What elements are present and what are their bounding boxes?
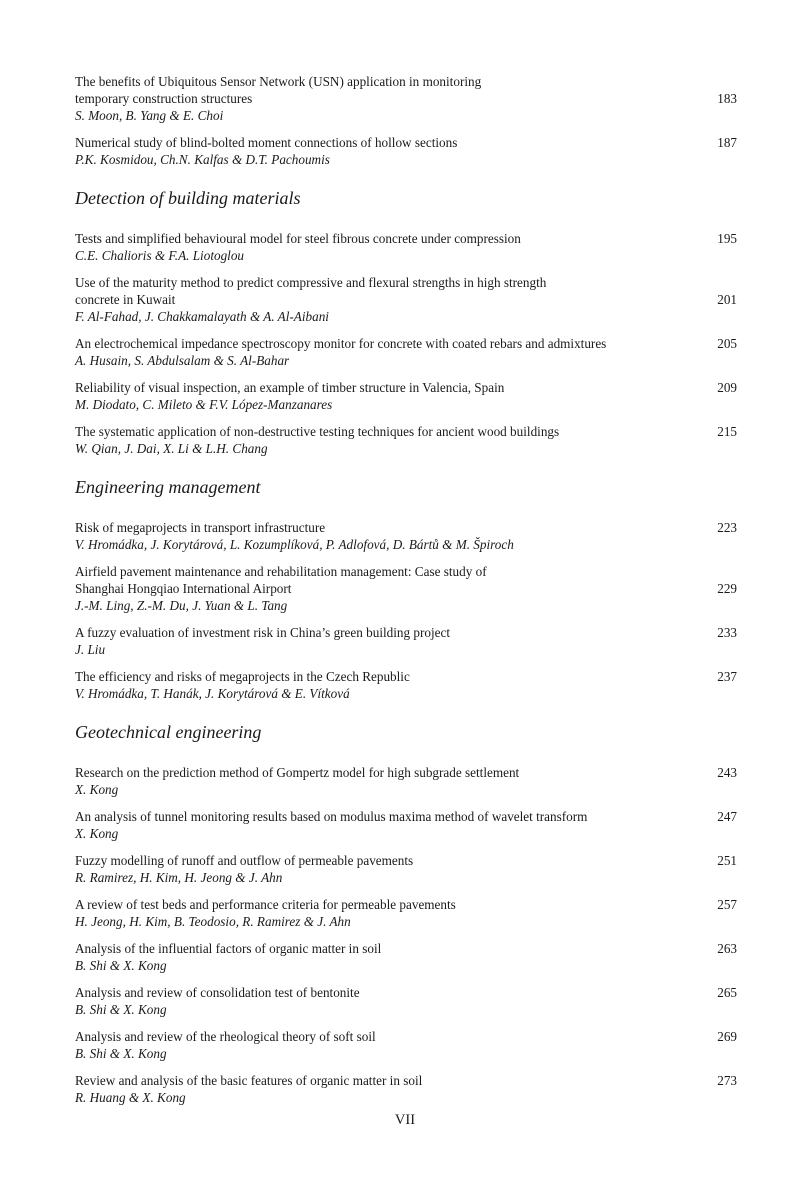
toc-entry[interactable] xyxy=(75,896,737,930)
page-number: 229 xyxy=(717,581,737,596)
page-number: 243 xyxy=(717,765,737,780)
section-heading: Detection of building materials xyxy=(75,188,301,208)
entry-authors: P.K. Kosmidou, Ch.N. Kalfas & D.T. Pachoumis xyxy=(75,152,330,167)
page-number: 187 xyxy=(717,135,737,150)
page-number: 215 xyxy=(717,424,737,439)
toc-entry[interactable] xyxy=(75,852,737,886)
page-number: 183 xyxy=(717,91,737,106)
entry-authors: J.-M. Ling, Z.-M. Du, J. Yuan & L. Tang xyxy=(75,598,288,613)
page-number: 257 xyxy=(717,897,737,912)
section-heading: Engineering management xyxy=(75,477,261,497)
toc-entry[interactable] xyxy=(75,73,737,124)
page-number: 265 xyxy=(717,985,737,1000)
toc-entry[interactable] xyxy=(75,1072,737,1106)
page-number: 205 xyxy=(717,336,737,351)
toc-entry[interactable] xyxy=(75,519,737,553)
entry-title: An electrochemical impedance spectroscopy monitor for concrete with coated rebars and admixtures xyxy=(75,336,607,351)
page-number: 237 xyxy=(717,669,737,684)
entry-title: Analysis of the influential factors of organic matter in soil xyxy=(75,941,382,956)
page-number: 223 xyxy=(717,520,737,535)
page-number: 209 xyxy=(717,380,737,395)
page-number: 263 xyxy=(717,941,737,956)
entry-authors: X. Kong xyxy=(75,782,119,797)
toc-page xyxy=(75,73,737,1116)
entry-title: Review and analysis of the basic features of organic matter in soil xyxy=(75,1073,423,1088)
entry-authors: V. Hromádka, J. Korytárová, L. Kozumplíková, P. Adlofová, D. Bártů & M. Špiroch xyxy=(75,537,514,552)
entry-authors: R. Huang & X. Kong xyxy=(75,1090,186,1105)
entry-title: Analysis and review of the rheological theory of soft soil xyxy=(75,1029,376,1044)
page-number: 233 xyxy=(717,625,737,640)
entry-title: Analysis and review of consolidation test of bentonite xyxy=(75,985,360,1000)
entry-title: temporary construction structures xyxy=(75,91,253,106)
entry-title: Numerical study of blind-bolted moment connections of hollow sections xyxy=(75,135,458,150)
entry-authors: A. Husain, S. Abdulsalam & S. Al-Bahar xyxy=(75,353,290,368)
entry-authors: M. Diodato, C. Mileto & F.V. López-Manzanares xyxy=(75,397,333,412)
entry-title: The benefits of Ubiquitous Sensor Network (USN) application in monitoring xyxy=(75,74,482,89)
entry-authors: B. Shi & X. Kong xyxy=(75,958,167,973)
entry-authors: W. Qian, J. Dai, X. Li & L.H. Chang xyxy=(75,441,268,456)
page-number: 269 xyxy=(717,1029,737,1044)
entry-authors: J. Liu xyxy=(75,642,106,657)
entry-title: Research on the prediction method of Gompertz model for high subgrade settlement xyxy=(75,765,520,780)
page-number: 273 xyxy=(717,1073,737,1088)
toc-entry[interactable] xyxy=(75,624,737,658)
entry-title: The systematic application of non-destructive testing techniques for ancient wood buildings xyxy=(75,424,560,439)
toc-entry[interactable] xyxy=(75,134,737,168)
page-folio: VII xyxy=(394,1112,416,1128)
entry-authors: F. Al-Fahad, J. Chakkamalayath & A. Al-Aibani xyxy=(75,309,329,324)
entry-title: An analysis of tunnel monitoring results based on modulus maxima method of wavelet transform xyxy=(75,809,588,824)
entry-authors: S. Moon, B. Yang & E. Choi xyxy=(75,108,224,123)
entry-authors: V. Hromádka, T. Hanák, J. Korytárová & E. Vítková xyxy=(75,686,350,701)
toc-entry[interactable] xyxy=(75,379,737,413)
toc-entry[interactable] xyxy=(75,230,737,264)
entry-title: Use of the maturity method to predict compressive and flexural strengths in high strength xyxy=(75,275,547,290)
toc-entry[interactable] xyxy=(75,335,737,369)
toc-entry[interactable] xyxy=(75,563,737,614)
page-number: 251 xyxy=(717,853,737,868)
entry-authors: B. Shi & X. Kong xyxy=(75,1002,167,1017)
entry-title: Reliability of visual inspection, an example of timber structure in Valencia, Spain xyxy=(75,380,505,395)
entry-title: Shanghai Hongqiao International Airport xyxy=(75,581,292,596)
page-number: 201 xyxy=(717,292,737,307)
entry-authors: R. Ramirez, H. Kim, H. Jeong & J. Ahn xyxy=(75,870,283,885)
toc-entry[interactable] xyxy=(75,940,737,974)
entry-title: A review of test beds and performance criteria for permeable pavements xyxy=(75,897,456,912)
entry-authors: B. Shi & X. Kong xyxy=(75,1046,167,1061)
toc-entry[interactable] xyxy=(75,1028,737,1062)
section-heading: Geotechnical engineering xyxy=(75,722,262,742)
entry-authors: H. Jeong, H. Kim, B. Teodosio, R. Ramirez & J. Ahn xyxy=(75,914,351,929)
entry-title: The efficiency and risks of megaprojects in the Czech Republic xyxy=(75,669,410,684)
entry-title: concrete in Kuwait xyxy=(75,292,176,307)
entry-title: Tests and simplified behavioural model for steel fibrous concrete under compression xyxy=(75,231,521,246)
toc-entry[interactable] xyxy=(75,808,737,842)
entry-authors: X. Kong xyxy=(75,826,119,841)
entry-title: A fuzzy evaluation of investment risk in China’s green building project xyxy=(75,625,451,640)
entry-title: Airfield pavement maintenance and rehabilitation management: Case study of xyxy=(75,564,487,579)
toc-entry[interactable] xyxy=(75,764,737,798)
toc-entry[interactable] xyxy=(75,668,737,702)
toc-entry[interactable] xyxy=(75,423,737,457)
page-number: 195 xyxy=(717,231,737,246)
entry-title: Risk of megaprojects in transport infrastructure xyxy=(75,520,326,535)
page-number: 247 xyxy=(717,809,737,824)
toc-entry[interactable] xyxy=(75,984,737,1018)
entry-authors: C.E. Chalioris & F.A. Liotoglou xyxy=(75,248,245,263)
entry-title: Fuzzy modelling of runoff and outflow of permeable pavements xyxy=(75,853,414,868)
toc-entry[interactable] xyxy=(75,274,737,325)
